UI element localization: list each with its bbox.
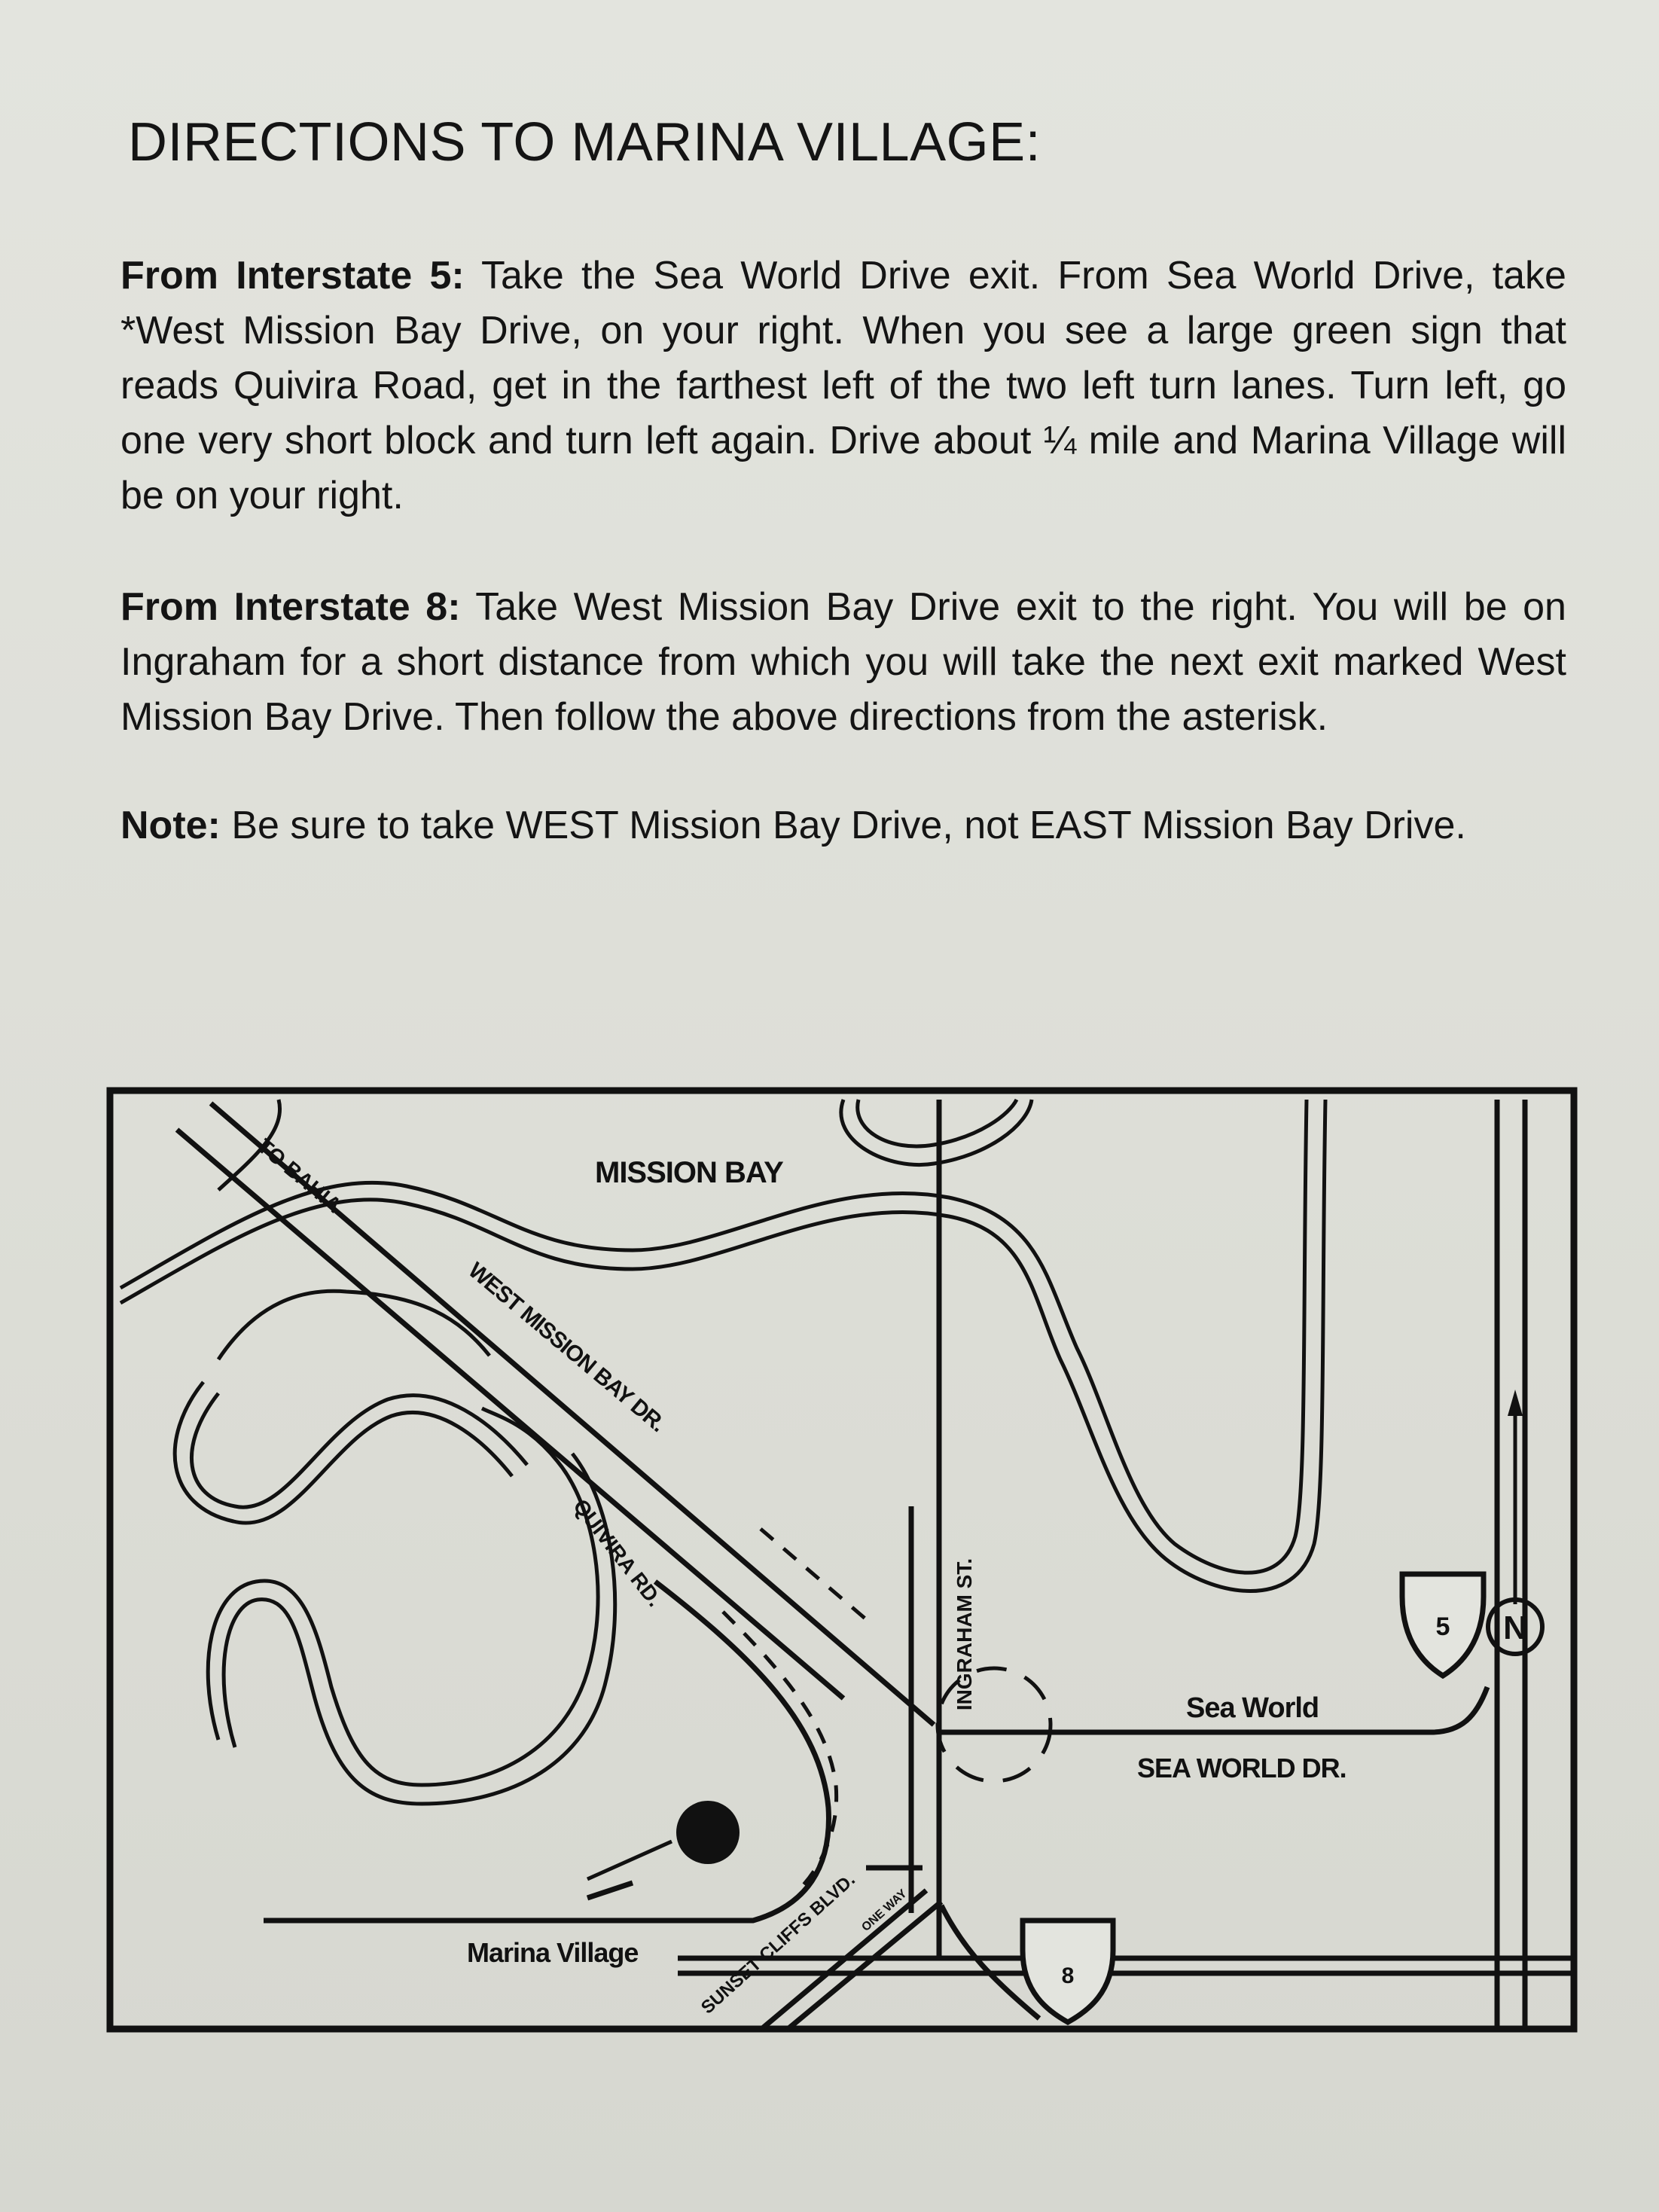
section-lead: From Interstate 8: — [120, 585, 461, 629]
interstate-shield-icon — [1402, 1574, 1484, 1676]
location-dot-icon — [676, 1801, 740, 1864]
directions-interstate-8 — [120, 580, 1566, 745]
quivira-rd-road — [264, 1582, 828, 1921]
north-label: N — [1503, 1609, 1527, 1646]
section-text: Take the Sea World Drive exit. From Sea World Drive, take *West Mission Bay Drive, on your right. When you see a large green sign that reads Quivira Road, get in the farthest left of the two left turn lanes. Turn left, go one very short block and turn left again. Drive about ¼ mile and Marina Village will be on your right. — [120, 254, 1566, 517]
section-lead: Note: — [120, 804, 221, 847]
label-to-bahia: TO BAHIA — [253, 1133, 346, 1218]
directions-map — [105, 1085, 1581, 2041]
label-sea-world-dr: SEA WORLD DR. — [1137, 1753, 1346, 1783]
shoreline — [120, 1100, 1325, 1804]
section-text: Be sure to take WEST Mission Bay Drive, not EAST Mission Bay Drive. — [231, 804, 1466, 847]
label-ingraham-st: INGRAHAM ST. — [953, 1558, 976, 1711]
label-sunset-cliffs-blvd: SUNSET CLIFFS BLVD. — [697, 1869, 859, 2018]
page-title: DIRECTIONS TO MARINA VILLAGE: — [128, 112, 1041, 172]
label-one-way: ONE WAY — [859, 1887, 910, 1934]
i8-label: 8 — [1061, 1963, 1075, 1988]
directions-note — [120, 798, 1566, 853]
label-west-mission-bay-dr: WEST MISSION BAY DR. — [463, 1258, 670, 1437]
label-mission-bay: MISSION BAY — [595, 1156, 783, 1189]
roads — [177, 1100, 1574, 2030]
section-text: Take West Mission Bay Drive exit to the right. You will be on Ingraham for a short distance from which you will take the next exit marked West Mission Bay Drive. Then follow the above directions from the asterisk. — [120, 585, 1566, 739]
interstate-shield-icon — [1023, 1921, 1113, 2022]
label-quivira-rd: QUIVIRA RD. — [569, 1494, 667, 1611]
section-lead: From Interstate 5: — [120, 254, 465, 297]
directions-interstate-5 — [120, 249, 1566, 523]
label-marina-village: Marina Village — [467, 1937, 639, 1968]
label-sea-world: Sea World — [1186, 1692, 1319, 1724]
i5-label: 5 — [1435, 1612, 1450, 1641]
